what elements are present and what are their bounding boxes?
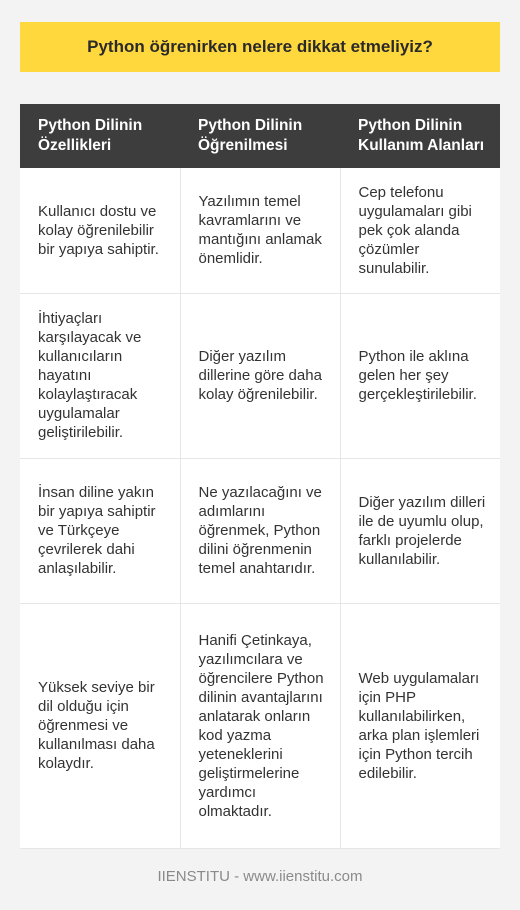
table-row xyxy=(20,458,500,603)
table-cell: Yüksek seviye bir dil olduğu için öğrenmesi ve kullanılması daha kolaydır. xyxy=(20,603,180,848)
table-cell: Ne yazılacağını ve adımlarını öğrenmek, Python dilini öğrenmenin temel anahtarıdır. xyxy=(180,458,340,603)
comparison-table xyxy=(20,104,500,849)
page-title: Python öğrenirken nelere dikkat etmeliyiz? xyxy=(20,22,500,72)
table-cell: Web uygulamaları için PHP kullanılabilirken, arka plan işlemleri için Python tercih edilebilir. xyxy=(340,603,500,848)
table-cell: Kullanıcı dostu ve kolay öğrenilebilir bir yapıya sahiptir. xyxy=(20,168,180,293)
column-header-features: Python Dilinin Özellikleri xyxy=(20,104,180,168)
table-cell: Python ile aklına gelen her şey gerçekleştirilebilir. xyxy=(340,293,500,458)
footer-credit: IIENSTITU - www.iienstitu.com xyxy=(157,868,363,885)
column-header-usage-areas: Python Dilinin Kullanım Alanları xyxy=(340,104,500,168)
table-cell: Cep telefonu uygulamaları gibi pek çok alanda çözümler sunulabilir. xyxy=(340,168,500,293)
table-cell: İnsan diline yakın bir yapıya sahiptir ve Türkçeye çevrilerek dahi anlaşılabilir. xyxy=(20,458,180,603)
table-header-row xyxy=(20,104,500,168)
table-row xyxy=(20,293,500,458)
table-row xyxy=(20,603,500,848)
table-row xyxy=(20,168,500,293)
table-cell: Yazılımın temel kavramlarını ve mantığını anlamak önemlidir. xyxy=(180,168,340,293)
table-cell: Diğer yazılım dillerine göre daha kolay öğrenilebilir. xyxy=(180,293,340,458)
table-cell: Hanifi Çetinkaya, yazılımcılara ve öğrencilere Python dilinin avantajlarını anlatarak onların kod yazma yeteneklerini geliştirmelerine yardımcı olmaktadır. xyxy=(180,603,340,848)
table-cell: Diğer yazılım dilleri ile de uyumlu olup, farklı projelerde kullanılabilir. xyxy=(340,458,500,603)
table-cell: İhtiyaçları karşılayacak ve kullanıcıların hayatını kolaylaştıracak uygulamalar geliştirilebilir. xyxy=(20,293,180,458)
column-header-learning: Python Dilinin Öğrenilmesi xyxy=(180,104,340,168)
